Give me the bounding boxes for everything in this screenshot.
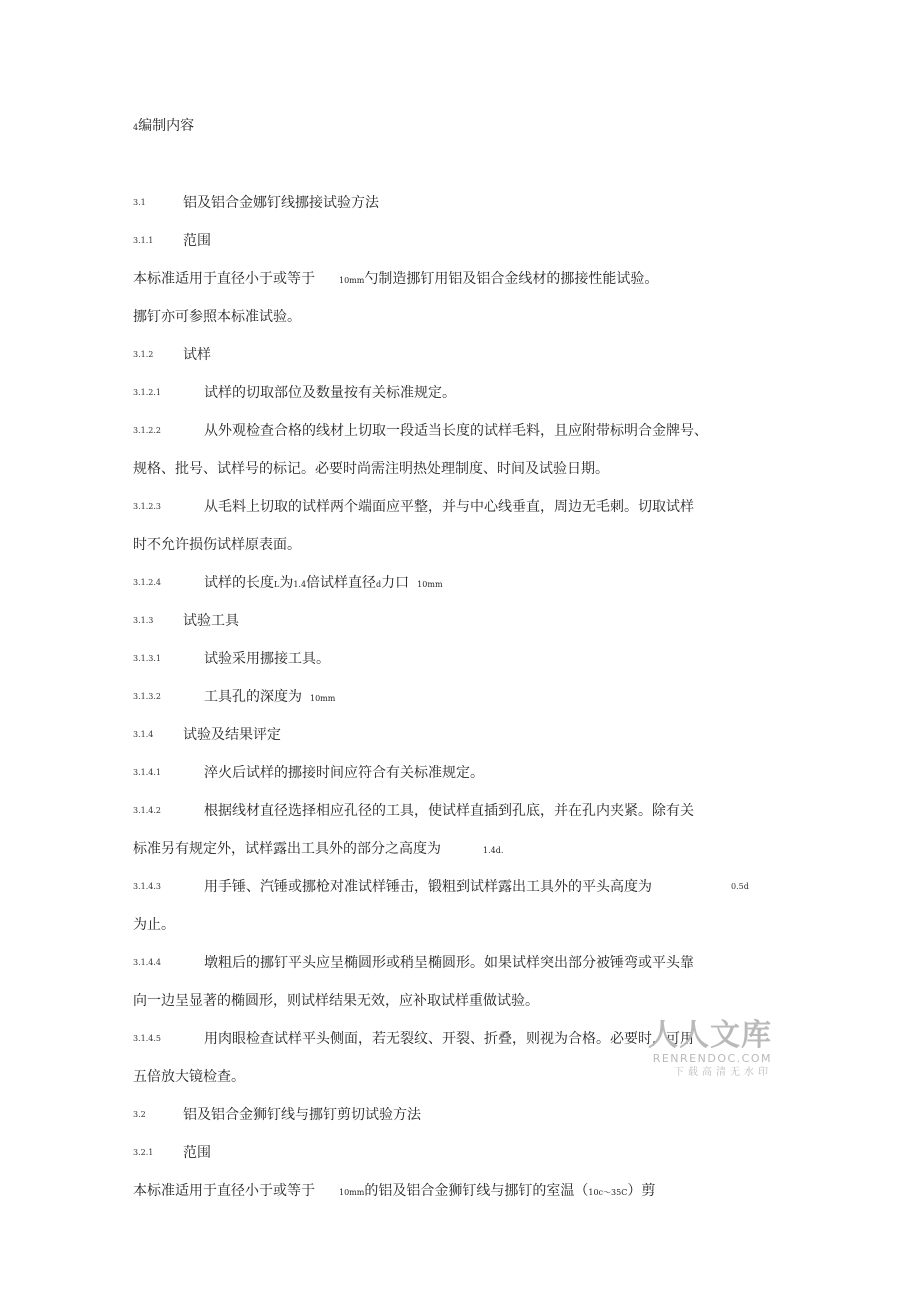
- paragraph-line: 本标准适用于直径小于或等于 10mm勺制造挪钉用铝及铝合金线材的挪接性能试验。: [133, 271, 659, 287]
- clause-value: 0.5d: [731, 882, 749, 891]
- section-title: 铝及铝合金娜钉线挪接试验方法: [183, 195, 379, 211]
- clause-text: 墩粗后的挪钉平头应呈椭圆形或稍呈椭圆形。如果试样突出部分被锤弯或平头靠: [204, 955, 694, 971]
- heading-text: 编制内容: [138, 118, 195, 134]
- watermark-logo-text: 人人文库: [648, 1018, 772, 1053]
- section-title: 试验及结果评定: [183, 727, 281, 743]
- clause-number: 3.1.4.2: [133, 806, 161, 815]
- section-number: 3.1.1: [133, 236, 154, 245]
- clause-number: 3.1.2.1: [133, 388, 161, 397]
- clause-text: 从毛料上切取的试样两个端面应平整，并与中心线垂直，周边无毛刺。切取试样: [204, 499, 694, 515]
- clause-text-continued: 为止。: [133, 917, 175, 933]
- section-number: 3.1.3: [133, 616, 154, 625]
- section-heading: [133, 117, 194, 137]
- section-number: 3.2: [133, 1110, 146, 1119]
- clause-text: 从外观检查合格的线材上切取一段适当长度的试样毛料，且应附带标明合金牌号、: [204, 423, 708, 439]
- section-number: 3.1.4: [133, 730, 154, 739]
- watermark-url: RENRENDOC.COM: [652, 1052, 772, 1065]
- clause-text: 试样的长度L为1.4倍试样直径d力口 10mm: [204, 575, 443, 591]
- clause-text-continued: 时不允许损伤试样原表面。: [133, 537, 301, 553]
- clause-number: 3.1.4.5: [133, 1034, 161, 1043]
- clause-number: 3.1.2.3: [133, 502, 161, 511]
- clause-text: 工具孔的深度为 10mm: [204, 689, 336, 705]
- clause-text: 试验采用挪接工具。: [204, 651, 330, 667]
- watermark: [648, 1020, 772, 1080]
- clause-number: 3.1.3.1: [133, 654, 161, 663]
- clause-text-continued: 五倍放大镜检查。: [133, 1069, 245, 1085]
- section-title: 铝及铝合金狮钉线与挪钉剪切试验方法: [183, 1107, 421, 1123]
- clause-number: 3.1.4.1: [133, 768, 161, 777]
- paragraph-line: 挪钉亦可参照本标准试验。: [133, 309, 301, 325]
- heading-number: 4: [133, 123, 139, 132]
- watermark-caption: 下载高清无水印: [674, 1067, 772, 1078]
- clause-text-continued: 向一边呈显著的椭圆形，则试样结果无效，应补取试样重做试验。: [133, 993, 539, 1009]
- section-number: 3.1: [133, 198, 146, 207]
- section-title: 范围: [183, 233, 211, 249]
- section-title: 范围: [183, 1145, 211, 1161]
- section-number: 3.1.2: [133, 350, 154, 359]
- section-number: 3.2.1: [133, 1148, 154, 1157]
- clause-text: 试样的切取部位及数量按有关标准规定。: [204, 385, 456, 401]
- clause-number: 3.1.4.4: [133, 958, 161, 967]
- clause-number: 3.1.2.2: [133, 426, 161, 435]
- section-title: 试验工具: [183, 613, 239, 629]
- clause-text-continued: 标准另有规定外，试样露出工具外的部分之高度为 1.4d.: [133, 841, 504, 857]
- clause-text: 淬火后试样的挪接时间应符合有关标准规定。: [204, 765, 484, 781]
- clause-text: 用肉眼检查试样平头侧面，若无裂纹、开裂、折叠，则视为合格。必要时，可用: [204, 1031, 694, 1047]
- clause-number: 3.1.2.4: [133, 578, 161, 587]
- section-title: 试样: [183, 347, 211, 363]
- paragraph-line: 本标准适用于直径小于或等于 10mm的铝及铝合金狮钉线与挪钉的室温（10c～35C）剪: [133, 1183, 656, 1199]
- clause-number: 3.1.4.3: [133, 882, 161, 891]
- clause-text: 根据线材直径选择相应孔径的工具，使试样直插到孔底，并在孔内夹紧。除有关: [204, 803, 694, 819]
- clause-text-continued: 规格、批号、试样号的标记。必要时尚需注明热处理制度、时间及试验日期。: [133, 461, 609, 477]
- clause-text: 用手锤、汽锤或挪枪对准试样锤击，锻粗到试样露出工具外的平头高度为: [204, 879, 652, 895]
- clause-number: 3.1.3.2: [133, 692, 161, 701]
